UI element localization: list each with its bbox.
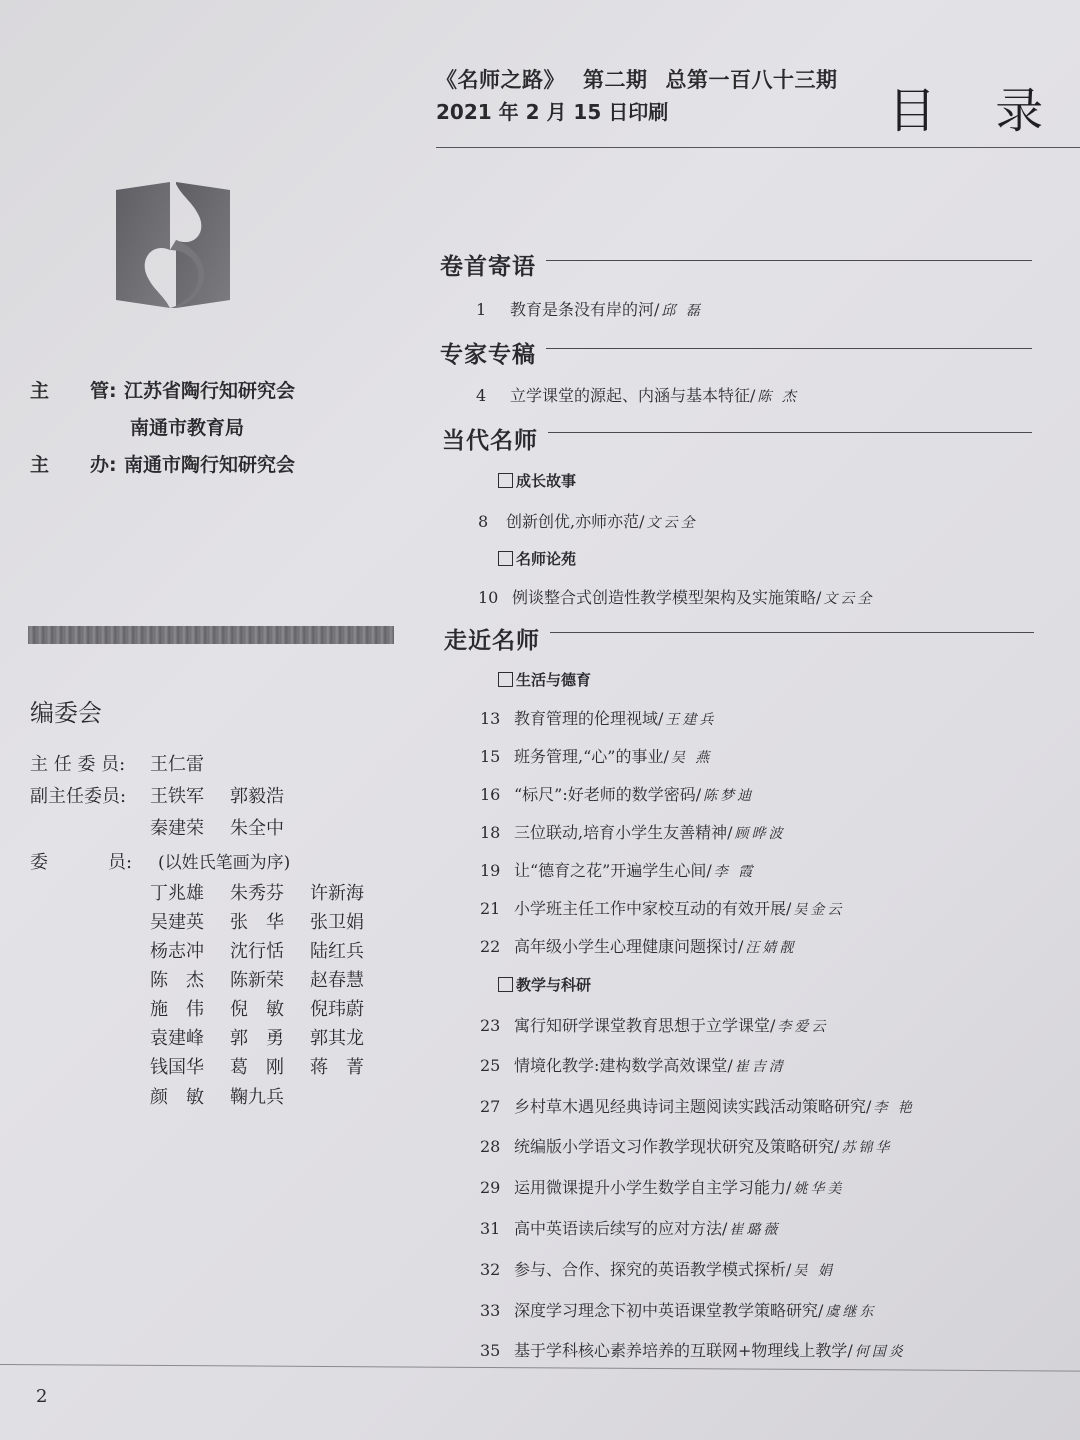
entry-title: 创新创优,亦师亦范/ [506,512,645,531]
toc-entry[interactable] [476,297,703,320]
entry-page: 35 [480,1341,501,1360]
member-row [150,937,390,963]
section-title: 当代名师 [442,427,538,454]
member-name: 杨志冲 [150,941,204,962]
entry-author: 文云全 [823,591,875,607]
entry-page: 10 [478,588,499,607]
entry-author: 汪婧靓 [745,940,797,956]
member-name: 施 伟 [150,999,204,1020]
member-name: 袁建峰 [150,1028,204,1049]
member-label-2: 员: [108,852,133,873]
entry-author: 何国炎 [854,1344,906,1360]
entry-page: 18 [480,823,501,842]
journal-header [436,64,856,94]
entry-title: 运用微课提升小学生数学自主学习能力/ [514,1178,792,1197]
entry-author: 崔璐薇 [729,1222,781,1238]
member-name: 颜 敏 [150,1087,204,1108]
entry-title: 教育是条没有岸的河/ [510,300,660,319]
entry-page: 1 [476,300,487,319]
member-row [150,1024,390,1050]
toc-entry[interactable] [480,896,844,919]
deputy-name: 王铁军 [150,786,204,807]
member-name: 陈新荣 [230,970,284,991]
member-name: 赵春慧 [310,970,364,991]
entry-author: 苏锦华 [841,1140,893,1156]
issue-label: 第二期 [583,68,648,92]
toc-entry[interactable] [480,1134,892,1157]
entry-title: 三位联动,培育小学生友善精神/ [514,823,733,842]
page-number: 2 [36,1386,48,1407]
header-divider [436,147,1080,148]
section-divider [550,632,1034,633]
toc-entry[interactable] [480,1013,828,1036]
entry-author: 李 艳 [873,1100,915,1116]
member-name: 朱秀芬 [230,883,284,904]
section-title: 专家专稿 [440,341,536,368]
deputy-name: 郭毅浩 [230,786,284,807]
entry-title: 高年级小学生心理健康问题探讨/ [514,937,744,956]
entry-page: 28 [480,1137,501,1156]
entry-page: 25 [480,1056,501,1075]
entry-title: 让“德育之花”开遍学生心间/ [514,861,712,880]
member-name: 葛 刚 [230,1057,284,1078]
member-name: 郭 勇 [230,1028,284,1049]
subsection-title: 名师论苑 [498,548,576,569]
entry-author: 李 霞 [713,864,756,880]
print-date: 2021 年 2 月 15 日印刷 [436,100,669,124]
deputy-row [150,782,310,808]
deputy-name: 朱全中 [230,818,284,839]
organizer-label-1: 主 [30,454,50,476]
entry-title: 教育管理的伦理视域/ [514,709,664,728]
member-name: 郭其龙 [310,1028,364,1049]
section-divider [546,260,1032,261]
entry-title: 情境化教学:建构数学高效课堂/ [514,1056,733,1075]
entry-author: 李爱云 [777,1019,829,1035]
entry-author: 王建兵 [665,712,717,728]
entry-page: 8 [478,512,489,531]
section-title: 卷首寄语 [440,253,536,280]
member-row [150,1083,310,1109]
entry-page: 19 [480,861,501,880]
member-name: 鞠九兵 [230,1087,284,1108]
member-name: 张 华 [230,912,284,933]
committee-title: 编委会 [30,699,102,727]
toc-entry[interactable] [480,744,712,767]
director-label: 主 任 委 员: [30,754,126,775]
entry-author: 姚华美 [793,1181,845,1197]
organizer: 南通市陶行知研究会 [124,454,296,476]
toc-entry[interactable] [480,1257,835,1280]
entry-title: 统编版小学语文习作教学现状研究及策略研究/ [514,1137,840,1156]
member-row [150,995,390,1021]
deputy-row [150,814,310,840]
toc-entry[interactable] [480,1298,876,1321]
entry-page: 33 [480,1301,501,1320]
deputy-label: 副主任委员: [30,786,127,807]
member-name: 蒋 菁 [310,1057,364,1078]
member-row [150,966,390,992]
entry-title: 高中英语读后续写的应对方法/ [514,1219,728,1238]
member-label-1: 委 [30,852,48,873]
toc-entry[interactable] [480,934,796,957]
entry-title: 班务管理,“心”的事业/ [514,747,669,766]
checkbox-icon [498,977,513,992]
entry-title: 寓行知研学课堂教育思想于立学课堂/ [514,1016,776,1035]
journal-logo [112,180,234,312]
checkbox-icon [498,551,513,566]
entry-page: 13 [480,709,501,728]
entry-author: 文云全 [646,515,698,531]
deputy-name: 秦建荣 [150,818,204,839]
member-name: 陆红兵 [310,941,364,962]
toc-entry[interactable] [480,1053,786,1076]
organizer-label-2: 办: [90,454,117,476]
entry-author: 陈梦迪 [703,788,755,804]
toc-entry[interactable] [480,1216,780,1239]
checkbox-icon [498,672,513,687]
member-name: 吴建英 [150,912,204,933]
entry-page: 27 [480,1097,501,1116]
toc-title: 目 录 [888,83,1066,139]
entry-page: 31 [480,1219,501,1238]
supervisor-label-2: 管: [90,380,117,402]
toc-entry[interactable] [480,820,785,843]
member-name: 许新海 [310,883,364,904]
supervisor-1: 江苏省陶行知研究会 [124,380,296,402]
toc-entry[interactable] [476,383,799,406]
toc-entry[interactable] [480,858,755,881]
toc-entry[interactable] [478,585,874,608]
entry-page: 16 [480,785,501,804]
toc-entry[interactable] [480,1175,844,1198]
subsection-title: 教学与科研 [498,974,591,995]
entry-page: 15 [480,747,501,766]
member-row [150,1053,390,1079]
toc-entry[interactable] [480,1094,915,1117]
toc-entry[interactable] [480,706,716,729]
entry-author: 吴 娟 [793,1263,835,1279]
toc-entry[interactable] [478,509,697,532]
supervisor-label-1: 主 [30,380,50,402]
entry-author: 崔吉清 [734,1059,786,1075]
entry-title: 基于学科核心素养培养的互联网+物理线上教学/ [514,1341,853,1360]
entry-page: 32 [480,1260,501,1279]
subsection-title: 成长故事 [498,470,576,491]
member-order-note: (以姓氏笔画为序) [158,853,291,873]
toc-entry[interactable] [480,782,754,805]
director-name: 王仁雷 [150,754,204,775]
entry-title: 例谈整合式创造性教学模型架构及实施策略/ [512,588,822,607]
member-name: 倪 敏 [230,999,284,1020]
entry-author: 顾晔波 [734,826,786,842]
supervisor-2: 南通市教育局 [130,417,245,439]
bottom-divider [0,1364,1080,1372]
section-divider [548,432,1032,433]
entry-page: 22 [480,937,501,956]
entry-author: 吴金云 [793,902,845,918]
member-name: 丁兆雄 [150,883,204,904]
member-name: 倪玮蔚 [310,999,364,1020]
member-row [150,908,390,934]
total-issue: 总第一百八十三期 [665,68,838,92]
entry-author: 邱 磊 [661,303,703,319]
entry-page: 23 [480,1016,501,1035]
entry-author: 虞继东 [825,1304,877,1320]
section-divider [546,348,1032,349]
entry-title: 乡村草木遇见经典诗词主题阅读实践活动策略研究/ [514,1097,872,1116]
subsection-title: 生活与德育 [498,669,591,690]
member-name: 陈 杰 [150,970,204,991]
member-name: 张卫娟 [310,912,364,933]
decorative-bar [28,626,394,644]
entry-title: “标尺”:好老师的数学密码/ [514,785,702,804]
entry-title: 小学班主任工作中家校互动的有效开展/ [514,899,792,918]
entry-title: 深度学习理念下初中英语课堂教学策略研究/ [514,1301,824,1320]
journal-name: 《名师之路》 [436,68,565,92]
member-name: 沈行恬 [230,941,284,962]
checkbox-icon [498,473,513,488]
member-name: 钱国华 [150,1057,204,1078]
entry-title: 参与、合作、探究的英语教学模式探析/ [514,1260,792,1279]
section-title: 走近名师 [444,627,540,654]
entry-page: 4 [476,386,487,405]
toc-entry[interactable] [480,1338,906,1361]
entry-page: 29 [480,1178,501,1197]
entry-author: 陈 杰 [757,389,799,405]
entry-author: 吴 燕 [670,750,713,766]
entry-page: 21 [480,899,501,918]
entry-title: 立学课堂的源起、内涵与基本特征/ [510,386,756,405]
member-row [150,879,390,905]
